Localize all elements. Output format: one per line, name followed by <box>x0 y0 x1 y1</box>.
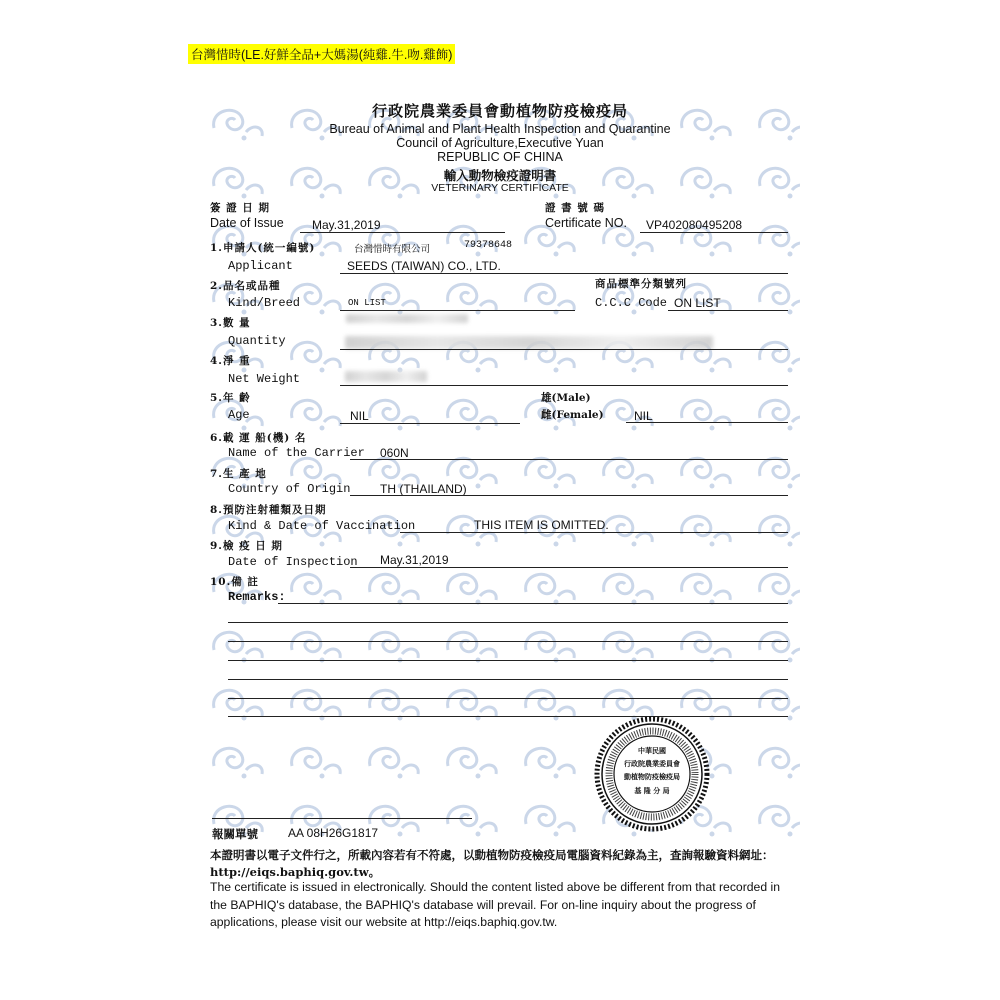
bureau-title-en: Bureau of Animal and Plant Health Inspection and Quarantine <box>329 122 671 136</box>
kind-value: ON LIST <box>348 298 386 308</box>
issue-date-label-cn: 簽 證 日 期 <box>210 202 270 214</box>
net-weight-redacted <box>345 371 427 382</box>
carrier-label-cn: 6.載 運 船(機) 名 <box>210 432 307 444</box>
council-title-en: Council of Agriculture,Executive Yuan <box>396 136 604 150</box>
net-weight-label-en: Net Weight <box>228 372 301 386</box>
footer-note-cn: 本證明書以電子文件行之，所載內容若有不符處，以動植物防疫檢疫局電腦資料紀錄為主，查詢報驗資料網址：http://eiqs.baphiq.gov.tw。 <box>210 848 774 879</box>
footer-note-en: The certificate is issued in electronically. Should the content listed above be different from that recorded in the BAPHIQ's database, the BAPHIQ's database will prevail. For on-line inquiry about the progress of applications, please visit our website at http://eiqs.baphiq.gov.tw. <box>210 880 780 929</box>
issue-date-value: May.31,2019 <box>312 218 381 232</box>
certificate-no-value: VP402080495208 <box>646 218 743 232</box>
seal-line-1: 中華民國 <box>638 746 666 755</box>
certificate-no-label-en: Certificate NO. <box>545 216 627 230</box>
kind-label-en: Kind/Breed <box>228 296 301 310</box>
seal-line-4: 基 隆 分 局 <box>634 786 670 795</box>
quantity-redacted-line2 <box>345 336 713 349</box>
age-label-en: Age <box>228 408 250 422</box>
male-label: 雄(Male) <box>541 392 591 404</box>
issue-date-label-en: Date of Issue <box>210 216 284 230</box>
official-seal <box>594 716 710 832</box>
remarks-line-4 <box>228 660 788 661</box>
remarks-line-2 <box>228 622 788 623</box>
applicant-name-cn: 台灣惜時有限公司 <box>354 244 431 255</box>
applicant-label-cn: 1.申請人(統一編號) <box>210 242 316 254</box>
quantity-label-cn: 3.數 量 <box>210 317 251 329</box>
certificate-no-label-cn: 證 書 號 碼 <box>545 202 605 214</box>
inspection-value: May.31,2019 <box>380 553 449 567</box>
remarks-line-5 <box>228 679 788 680</box>
certificate-title-en: VETERINARY CERTIFICATE <box>431 182 569 194</box>
vaccination-label-cn: 8.預防注射種類及日期 <box>210 504 327 516</box>
ccc-label-en: C.C.C Code <box>595 296 668 310</box>
kind-label-cn: 2.品名或品種 <box>210 280 281 292</box>
inspection-label-en: Date of Inspection <box>228 555 358 569</box>
inspection-label-cn: 9.檢 疫 日 期 <box>210 540 283 552</box>
country-title: REPUBLIC OF CHINA <box>437 150 563 164</box>
female-label: 雌(Female) <box>541 409 604 421</box>
origin-value: TH (THAILAND) <box>380 482 467 496</box>
vaccination-value: THIS ITEM IS OMITTED. <box>474 518 609 532</box>
watermark-pattern <box>200 90 800 850</box>
ccc-value: ON LIST <box>674 296 721 310</box>
customs-no-value: AA 08H26G1817 <box>288 826 379 840</box>
remarks-label-cn: 10.備 註 <box>210 576 259 588</box>
female-value: NIL <box>634 409 653 423</box>
customs-no-label: 報關單號 <box>212 827 258 841</box>
certificate-title-cn: 輸入動物檢疫證明書 <box>443 168 557 183</box>
carrier-label-en: Name of the Carrier <box>228 446 365 460</box>
applicant-name-en: SEEDS (TAIWAN) CO., LTD. <box>347 259 501 273</box>
origin-label-en: Country of Origin <box>228 482 351 496</box>
applicant-id: 79378648 <box>464 240 513 251</box>
origin-label-cn: 7.生 產 地 <box>210 468 267 480</box>
top-note: 台灣惜時(LE.好鮮全品+大媽湯(純雞.牛.吻.雞飾) <box>188 44 455 64</box>
bureau-title-cn: 行政院農業委員會動植物防疫檢疫局 <box>371 102 628 120</box>
seal-line-2: 行政院農業委員會 <box>624 759 680 768</box>
remarks-line-6 <box>228 698 788 699</box>
net-weight-label-cn: 4.淨 重 <box>210 355 251 367</box>
ccc-label-cn: 商品標準分類號列 <box>595 278 687 290</box>
remarks-label-en: Remarks: <box>228 590 286 604</box>
quantity-redacted-line1 <box>346 314 468 323</box>
remarks-line-3 <box>228 641 788 642</box>
age-label-cn: 5.年 齡 <box>210 392 251 404</box>
carrier-value: 060N <box>380 446 409 460</box>
age-value: NIL <box>350 409 369 423</box>
vaccination-label-en: Kind & Date of Vaccination <box>228 519 416 533</box>
seal-line-3: 動植物防疫檢疫局 <box>624 772 680 781</box>
applicant-label-en: Applicant <box>228 259 293 273</box>
quantity-label-en: Quantity <box>228 334 286 348</box>
remarks-line-1 <box>278 603 788 604</box>
